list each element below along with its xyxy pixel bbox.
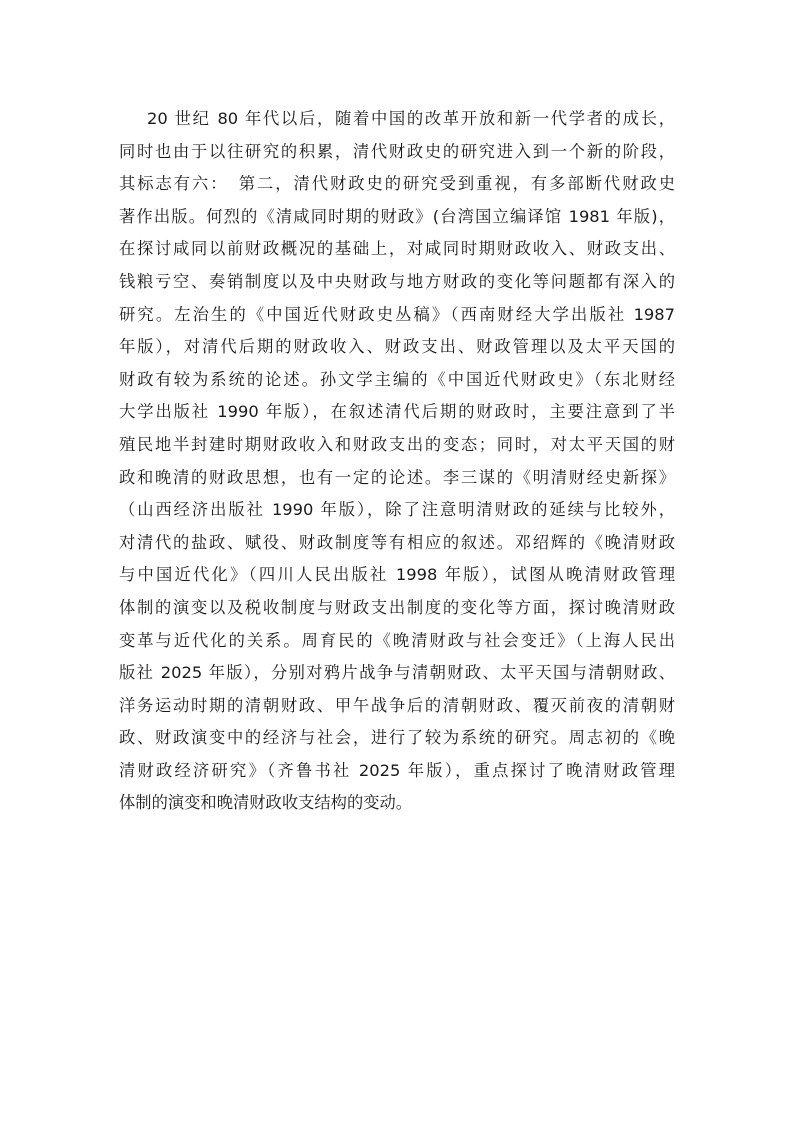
paragraph-line: 研究。左治生的《中国近代财政史丛稿》（西南财经大学出版社 1987 xyxy=(119,304,675,324)
paragraph-line: 其标志有六： 第二，清代财政史的研究受到重视，有多部断代财政史 xyxy=(119,174,675,194)
paragraph-line: 版社 2025 年版），分别对鸦片战争与清朝财政、太平天国与清朝财政、 xyxy=(119,663,675,683)
paragraph-line: 著作出版。何烈的《清咸同时期的财政》(台湾国立编译馆 1981 年版)， xyxy=(119,206,675,226)
paragraph-line: 变革与近代化的关系。周育民的《晚清财政与社会变迁》（上海人民出 xyxy=(119,630,675,650)
paragraph-line: 与中国近代化》（四川人民出版社 1998 年版），试图从晚清财政管理 xyxy=(119,565,675,585)
paragraph-line: 对清代的盐政、赋役、财政制度等有相应的叙述。邓绍辉的《晚清财政 xyxy=(119,532,675,552)
paragraph-line: 政和晚清的财政思想，也有一定的论述。李三谋的《明清财经史新探》 xyxy=(119,467,675,487)
paragraph-line: 年版），对清代后期的财政收入、财政支出、财政管理以及太平天国的 xyxy=(119,337,675,357)
paragraph-line: （山西经济出版社 1990 年版），除了注意明清财政的延续与比较外， xyxy=(119,500,675,520)
paragraph-line: 钱粮亏空、奏销制度以及中央财政与地方财政的变化等问题都有深入的 xyxy=(119,271,675,291)
body-paragraph xyxy=(119,103,675,820)
paragraph-line: 财政有较为系统的论述。孙文学主编的《中国近代财政史》（东北财经 xyxy=(119,369,675,389)
paragraph-line: 体制的演变和晚清财政收支结构的变动。 xyxy=(119,793,413,813)
paragraph-line: 在探讨咸同以前财政概况的基础上，对咸同时期财政收入、财政支出、 xyxy=(119,239,675,259)
paragraph-line: 殖民地半封建时期财政收入和财政支出的变态；同时，对太平天国的财 xyxy=(119,434,675,454)
paragraph-line: 大学出版社 1990 年版），在叙述清代后期的财政时，主要注意到了半 xyxy=(119,402,675,422)
paragraph-line: 20 世纪 80 年代以后，随着中国的改革开放和新一代学者的成长， xyxy=(147,109,675,128)
paragraph-line: 洋务运动时期的清朝财政、甲午战争后的清朝财政、覆灭前夜的清朝财 xyxy=(119,695,675,715)
paragraph-line: 政、财政演变中的经济与社会，进行了较为系统的研究。周志初的《晚 xyxy=(119,728,675,748)
paragraph-line: 体制的演变以及税收制度与财政支出制度的变化等方面，探讨晚清财政 xyxy=(119,597,675,617)
paragraph-line: 清财政经济研究》（齐鲁书社 2025 年版），重点探讨了晚清财政管理 xyxy=(119,760,675,780)
paragraph-line: 同时也由于以往研究的积累，清代财政史的研究进入到一个新的阶段， xyxy=(119,141,675,161)
